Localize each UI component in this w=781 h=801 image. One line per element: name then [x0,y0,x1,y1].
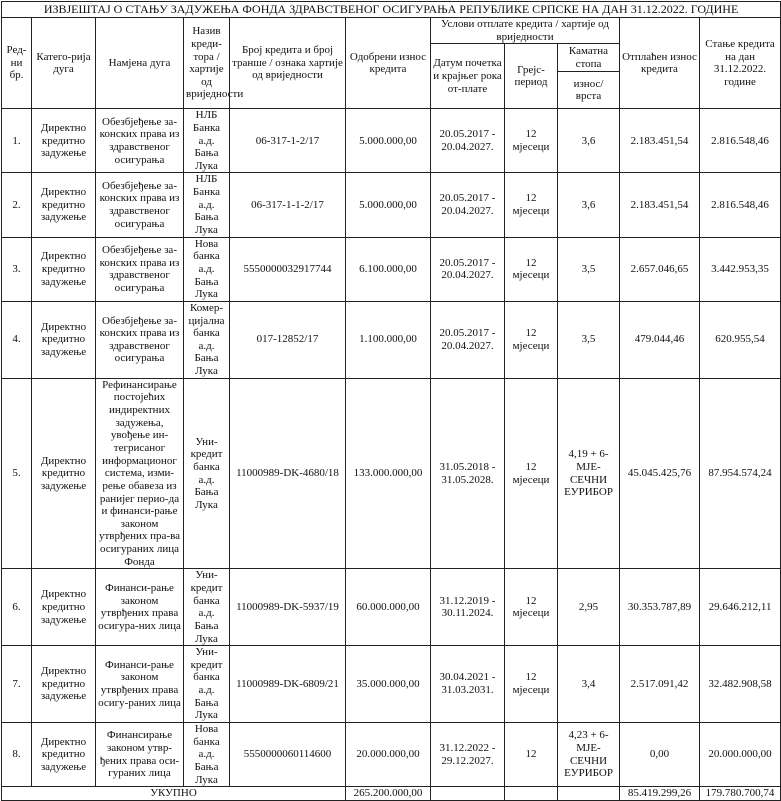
header-purpose: Намјена дуга [96,18,184,109]
row-purpose: Финанси-рање законом утврђених права осигура-них лица [96,569,184,646]
row-approved: 1.100.000,00 [346,301,431,378]
header-tranche: Број кредита и број транше / ознака хартије од вриједности [230,18,346,109]
row-balance: 29.646.212,11 [700,569,781,646]
row-dates: 30.04.2021 - 31.03.2031. [431,646,505,723]
header-rate: Каматна стопа [558,44,620,72]
row-creditor: НЛБ Банка а.д. Бања Лука [184,109,230,173]
row-dates: 20.05.2017 - 20.04.2027. [431,173,505,237]
row-balance: 3.442.953,35 [700,237,781,301]
row-repaid: 45.045.425,76 [620,378,700,569]
row-tranche: 06-317-1-1-2/17 [230,173,346,237]
row-grace: 12 мјесеци [505,109,558,173]
totals-empty-grace [505,787,558,801]
row-creditor: Уни-кредит банка а.д. Бања Лука [184,378,230,569]
header-creditor: Назив креди-тора / хартије од вриједности [184,18,230,109]
row-category: Директно кредитно задужење [32,646,96,723]
row-dates: 31.12.2019 - 30.11.2024. [431,569,505,646]
row-grace: 12 мјесеци [505,301,558,378]
row-purpose: Обезбјеђење за-конских права из здравственог осигурања [96,301,184,378]
row-balance: 2.816.548,46 [700,173,781,237]
header-repaid: Отплаћен износ кредита [620,18,700,109]
row-creditor: Уни-кредит банка а.д. Бања Лука [184,569,230,646]
row-purpose: Обезбјеђење за-конских права из здравственог осигурања [96,237,184,301]
table-row [2,569,781,646]
table-row [2,237,781,301]
row-category: Директно кредитно задужење [32,301,96,378]
row-tranche: 017-12852/17 [230,301,346,378]
row-tranche: 06-317-1-2/17 [230,109,346,173]
row-category: Директно кредитно задужење [32,237,96,301]
row-no: 8. [2,723,32,787]
row-approved: 20.000.000,00 [346,723,431,787]
table-row [2,646,781,723]
row-purpose: Обезбјеђење за-конских права из здравственог осигурања [96,173,184,237]
row-approved: 133.000.000,00 [346,378,431,569]
row-rate: 3,4 [558,646,620,723]
row-repaid: 2.183.451,54 [620,173,700,237]
row-no: 2. [2,173,32,237]
row-grace: 12 мјесеци [505,646,558,723]
totals-empty-rate [558,787,620,801]
row-tranche: 5550000060114600 [230,723,346,787]
row-rate: 2,95 [558,569,620,646]
row-category: Директно кредитно задужење [32,378,96,569]
table-row [2,173,781,237]
row-balance: 32.482.908,58 [700,646,781,723]
row-rate: 3,5 [558,301,620,378]
row-repaid: 2.517.091,42 [620,646,700,723]
row-no: 4. [2,301,32,378]
row-rate: 3,6 [558,109,620,173]
header-conditions: Услови отплате кредита / хартије од вриједности [431,18,620,44]
report-title: ИЗВЈЕШТАЈ О СТАЊУ ЗАДУЖЕЊА ФОНДА ЗДРАВСТВЕНОГ ОСИГУРАЊА РЕПУБЛИКЕ СРПСКЕ НА ДАН 31.12.2022. ГОДИНЕ [2,2,781,18]
row-no: 3. [2,237,32,301]
row-balance: 2.816.548,46 [700,109,781,173]
row-approved: 5.000.000,00 [346,109,431,173]
row-rate: 3,5 [558,237,620,301]
totals-empty-dates [431,787,505,801]
row-tranche: 11000989-DK-5937/19 [230,569,346,646]
table-row [2,723,781,787]
row-repaid: 0,00 [620,723,700,787]
row-creditor: НЛБ Банка а.д. Бања Лука [184,173,230,237]
row-dates: 20.05.2017 - 20.04.2027. [431,237,505,301]
table-row [2,378,781,569]
row-creditor: Уни-кредит банка а.д. Бања Лука [184,646,230,723]
row-creditor: Комер-цијална банка а.д. Бања Лука [184,301,230,378]
row-rate: 4,23 + 6-МЈЕ-СЕЧНИ ЕУРИБОР [558,723,620,787]
row-category: Директно кредитно задужење [32,173,96,237]
row-grace: 12 мјесеци [505,173,558,237]
table-row [2,301,781,378]
totals-balance: 179.780.700,74 [700,787,781,801]
row-balance: 87.954.574,24 [700,378,781,569]
totals-approved: 265.200.000,00 [346,787,431,801]
row-category: Директно кредитно задужење [32,569,96,646]
row-creditor: Нова банка а.д. Бања Лука [184,723,230,787]
row-grace: 12 мјесеци [505,569,558,646]
header-rate-sub: износ/ врста [558,72,620,109]
row-no: 6. [2,569,32,646]
totals-label: УКУПНО [2,787,346,801]
totals-row [2,787,781,801]
row-purpose: Финансирање законом утвр-ђених права оси-гураних лица [96,723,184,787]
row-balance: 20.000.000,00 [700,723,781,787]
row-repaid: 2.657.046,65 [620,237,700,301]
header-balance: Стање кредита на дан 31.12.2022. године [700,18,781,109]
header-no: Ред-ни бр. [2,18,32,109]
row-purpose: Обезбјеђење за-конских права из здравственог осигурања [96,109,184,173]
row-grace: 12 мјесеци [505,237,558,301]
table-row [2,109,781,173]
row-category: Директно кредитно задужење [32,723,96,787]
header-dates: Датум почетка и крајњег рока от-плате [431,44,505,109]
row-balance: 620.955,54 [700,301,781,378]
row-grace: 12 мјесеци [505,378,558,569]
row-category: Директно кредитно задужење [32,109,96,173]
row-approved: 5.000.000,00 [346,173,431,237]
header-approved: Одобрени износ кредита [346,18,431,109]
row-rate: 4,19 + 6-МЈЕ-СЕЧНИ ЕУРИБОР [558,378,620,569]
row-no: 5. [2,378,32,569]
row-tranche: 11000989-DK-4680/18 [230,378,346,569]
row-approved: 6.100.000,00 [346,237,431,301]
row-no: 1. [2,109,32,173]
row-dates: 31.05.2018 - 31.05.2028. [431,378,505,569]
row-tranche: 11000989-DK-6809/21 [230,646,346,723]
row-no: 7. [2,646,32,723]
row-approved: 35.000.000,00 [346,646,431,723]
row-creditor: Нова банка а.д. Бања Лука [184,237,230,301]
row-dates: 20.05.2017 - 20.04.2027. [431,109,505,173]
row-repaid: 2.183.451,54 [620,109,700,173]
row-purpose: Финанси-рање законом утврђених права осигу-раних лица [96,646,184,723]
header-category: Катего-рија дуга [32,18,96,109]
row-purpose: Рефинансирање постојећих индиректних задужења, увођење ин-тегрисаног информационог система, изми-рење обавеза из ранијег перио-да и финанси-рање законом утврђених пра-ва осигураних лица Фонда [96,378,184,569]
row-repaid: 479.044,46 [620,301,700,378]
row-grace: 12 [505,723,558,787]
row-dates: 31.12.2022 - 29.12.2027. [431,723,505,787]
row-dates: 20.05.2017 - 20.04.2027. [431,301,505,378]
debt-report-table [1,1,781,801]
row-rate: 3,6 [558,173,620,237]
row-approved: 60.000.000,00 [346,569,431,646]
totals-repaid: 85.419.299,26 [620,787,700,801]
row-tranche: 5550000032917744 [230,237,346,301]
header-grace: Грејс-период [505,44,558,109]
row-repaid: 30.353.787,89 [620,569,700,646]
